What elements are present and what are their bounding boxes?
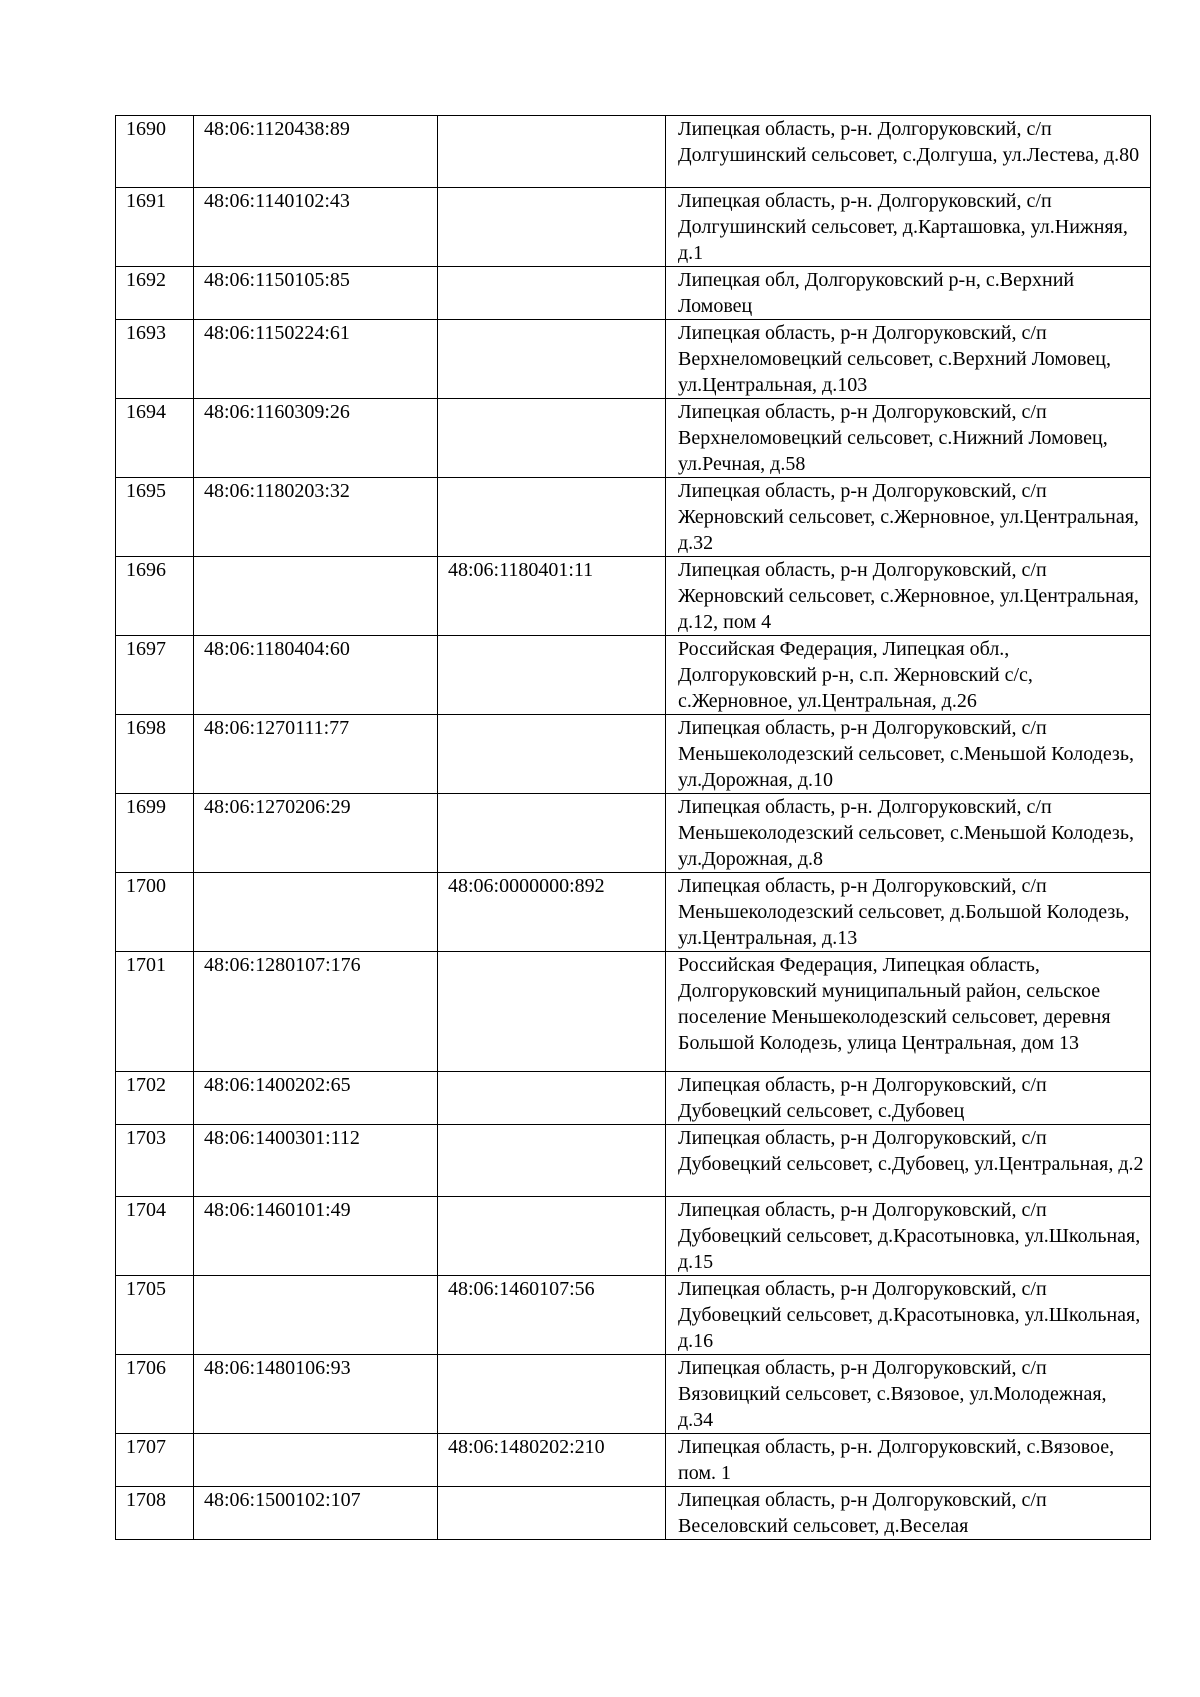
table-row bbox=[116, 636, 1151, 715]
cadastral-land-cell bbox=[194, 873, 438, 952]
row-number-cell: 1690 bbox=[116, 116, 194, 188]
table-row bbox=[116, 399, 1151, 478]
address-cell: Российская Федерация, Липецкая область, Долгоруковский муниципальный район, сельское поселение Меньшеколодезский сельсовет, деревня Большой Колодезь, улица Центральная, дом 13 bbox=[666, 952, 1151, 1072]
table-row bbox=[116, 1276, 1151, 1355]
table-row bbox=[116, 952, 1151, 1072]
table-row bbox=[116, 1197, 1151, 1276]
cadastral-land-cell bbox=[194, 1434, 438, 1487]
cadastral-building-cell bbox=[438, 715, 666, 794]
row-number-cell: 1698 bbox=[116, 715, 194, 794]
address-cell: Липецкая область, р-н Долгоруковский, с/п Дубовецкий сельсовет, д.Красотыновка, ул.Школьная, д.16 bbox=[666, 1276, 1151, 1355]
row-number-cell: 1706 bbox=[116, 1355, 194, 1434]
table-row bbox=[116, 267, 1151, 320]
cadastral-building-cell bbox=[438, 116, 666, 188]
address-cell: Липецкая область, р-н. Долгоруковский, с/п Долгушинский сельсовет, с.Долгуша, ул.Лестева, д.80 bbox=[666, 116, 1151, 188]
cadastral-land-cell: 48:06:1270206:29 bbox=[194, 794, 438, 873]
address-cell: Липецкая область, р-н Долгоруковский, с/п Вязовицкий сельсовет, с.Вязовое, ул.Молодежная, д.34 bbox=[666, 1355, 1151, 1434]
table-row bbox=[116, 320, 1151, 399]
table-row bbox=[116, 478, 1151, 557]
table-row bbox=[116, 116, 1151, 188]
row-number-cell: 1699 bbox=[116, 794, 194, 873]
cadastral-land-cell: 48:06:1120438:89 bbox=[194, 116, 438, 188]
cadastral-building-cell bbox=[438, 1072, 666, 1125]
cadastral-building-cell: 48:06:1180401:11 bbox=[438, 557, 666, 636]
row-number-cell: 1694 bbox=[116, 399, 194, 478]
table-row bbox=[116, 1355, 1151, 1434]
row-number-cell: 1691 bbox=[116, 188, 194, 267]
cadastral-land-cell: 48:06:1400301:112 bbox=[194, 1125, 438, 1197]
cadastral-land-cell: 48:06:1500102:107 bbox=[194, 1487, 438, 1540]
address-cell: Липецкая область, р-н Долгоруковский, с/п Меньшеколодезский сельсовет, с.Меньшой Колодезь, ул.Дорожная, д.10 bbox=[666, 715, 1151, 794]
address-cell: Липецкая область, р-н Долгоруковский, с/п Меньшеколодезский сельсовет, д.Большой Колодезь, ул.Центральная, д.13 bbox=[666, 873, 1151, 952]
row-number-cell: 1707 bbox=[116, 1434, 194, 1487]
table-row bbox=[116, 1487, 1151, 1540]
row-number-cell: 1693 bbox=[116, 320, 194, 399]
cadastral-building-cell bbox=[438, 1355, 666, 1434]
row-number-cell: 1703 bbox=[116, 1125, 194, 1197]
cadastral-land-cell: 48:06:1180404:60 bbox=[194, 636, 438, 715]
table-row bbox=[116, 873, 1151, 952]
address-cell: Липецкая область, р-н Долгоруковский, с/п Дубовецкий сельсовет, с.Дубовец bbox=[666, 1072, 1151, 1125]
address-cell: Липецкая обл, Долгоруковский р-н, с.Верхний Ломовец bbox=[666, 267, 1151, 320]
table-row bbox=[116, 557, 1151, 636]
cadastral-building-cell: 48:06:1460107:56 bbox=[438, 1276, 666, 1355]
address-cell: Российская Федерация, Липецкая обл., Долгоруковский р-н, с.п. Жерновский с/с, с.Жерновное, ул.Центральная, д.26 bbox=[666, 636, 1151, 715]
cadastral-land-cell: 48:06:1150105:85 bbox=[194, 267, 438, 320]
row-number-cell: 1705 bbox=[116, 1276, 194, 1355]
cadastral-land-cell: 48:06:1180203:32 bbox=[194, 478, 438, 557]
row-number-cell: 1700 bbox=[116, 873, 194, 952]
cadastral-building-cell: 48:06:1480202:210 bbox=[438, 1434, 666, 1487]
table-row bbox=[116, 715, 1151, 794]
cadastral-building-cell bbox=[438, 188, 666, 267]
cadastral-building-cell bbox=[438, 478, 666, 557]
cadastral-building-cell: 48:06:0000000:892 bbox=[438, 873, 666, 952]
cadastral-building-cell bbox=[438, 952, 666, 1072]
address-cell: Липецкая область, р-н. Долгоруковский, с/п Меньшеколодезский сельсовет, с.Меньшой Колодезь, ул.Дорожная, д.8 bbox=[666, 794, 1151, 873]
table-row bbox=[116, 188, 1151, 267]
row-number-cell: 1701 bbox=[116, 952, 194, 1072]
row-number-cell: 1695 bbox=[116, 478, 194, 557]
cadastral-land-cell: 48:06:1280107:176 bbox=[194, 952, 438, 1072]
row-number-cell: 1708 bbox=[116, 1487, 194, 1540]
row-number-cell: 1692 bbox=[116, 267, 194, 320]
table-row bbox=[116, 794, 1151, 873]
cadastral-land-cell: 48:06:1460101:49 bbox=[194, 1197, 438, 1276]
records-table bbox=[115, 115, 1151, 1540]
table-row bbox=[116, 1125, 1151, 1197]
cadastral-building-cell bbox=[438, 1197, 666, 1276]
address-cell: Липецкая область, р-н Долгоруковский, с/п Дубовецкий сельсовет, д.Красотыновка, ул.Школьная, д.15 bbox=[666, 1197, 1151, 1276]
cadastral-land-cell: 48:06:1160309:26 bbox=[194, 399, 438, 478]
address-cell: Липецкая область, р-н. Долгоруковский, с.Вязовое, пом. 1 bbox=[666, 1434, 1151, 1487]
row-number-cell: 1702 bbox=[116, 1072, 194, 1125]
cadastral-building-cell bbox=[438, 320, 666, 399]
table-row bbox=[116, 1434, 1151, 1487]
row-number-cell: 1697 bbox=[116, 636, 194, 715]
cadastral-building-cell bbox=[438, 399, 666, 478]
address-cell: Липецкая область, р-н. Долгоруковский, с/п Долгушинский сельсовет, д.Карташовка, ул.Нижняя, д.1 bbox=[666, 188, 1151, 267]
cadastral-land-cell bbox=[194, 557, 438, 636]
cadastral-land-cell: 48:06:1400202:65 bbox=[194, 1072, 438, 1125]
cadastral-land-cell: 48:06:1150224:61 bbox=[194, 320, 438, 399]
row-number-cell: 1696 bbox=[116, 557, 194, 636]
address-cell: Липецкая область, р-н Долгоруковский, с/п Дубовецкий сельсовет, с.Дубовец, ул.Центральная, д.2 bbox=[666, 1125, 1151, 1197]
cadastral-building-cell bbox=[438, 267, 666, 320]
records-table-body bbox=[116, 116, 1151, 1540]
address-cell: Липецкая область, р-н Долгоруковский, с/п Веселовский сельсовет, д.Веселая bbox=[666, 1487, 1151, 1540]
address-cell: Липецкая область, р-н Долгоруковский, с/п Жерновский сельсовет, с.Жерновное, ул.Центральная, д.12, пом 4 bbox=[666, 557, 1151, 636]
address-cell: Липецкая область, р-н Долгоруковский, с/п Жерновский сельсовет, с.Жерновное, ул.Центральная, д.32 bbox=[666, 478, 1151, 557]
cadastral-building-cell bbox=[438, 1125, 666, 1197]
cadastral-land-cell: 48:06:1480106:93 bbox=[194, 1355, 438, 1434]
row-number-cell: 1704 bbox=[116, 1197, 194, 1276]
cadastral-building-cell bbox=[438, 794, 666, 873]
cadastral-building-cell bbox=[438, 1487, 666, 1540]
table-row bbox=[116, 1072, 1151, 1125]
cadastral-land-cell bbox=[194, 1276, 438, 1355]
cadastral-land-cell: 48:06:1270111:77 bbox=[194, 715, 438, 794]
address-cell: Липецкая область, р-н Долгоруковский, с/п Верхнеломовецкий сельсовет, с.Нижний Ломовец, ул.Речная, д.58 bbox=[666, 399, 1151, 478]
cadastral-land-cell: 48:06:1140102:43 bbox=[194, 188, 438, 267]
cadastral-building-cell bbox=[438, 636, 666, 715]
address-cell: Липецкая область, р-н Долгоруковский, с/п Верхнеломовецкий сельсовет, с.Верхний Ломовец, ул.Центральная, д.103 bbox=[666, 320, 1151, 399]
